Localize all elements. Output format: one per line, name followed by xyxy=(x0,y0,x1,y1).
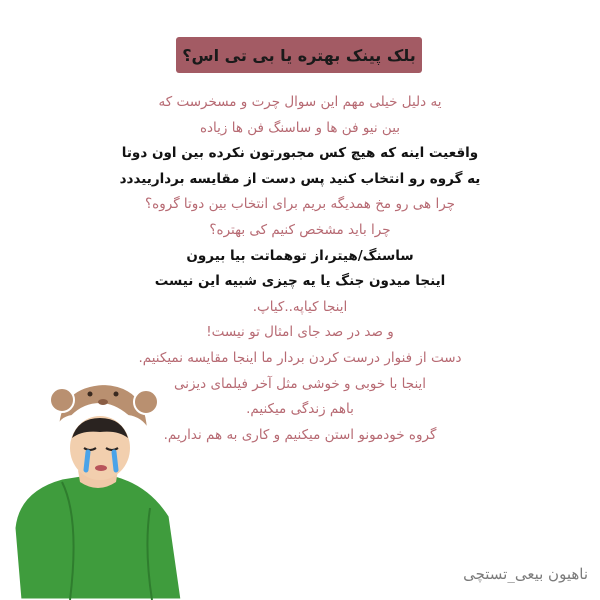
text-line: چرا هی رو مخ همدیگه بریم برای انتخاب بین دوتا گروه؟ xyxy=(144,196,455,213)
page-title: بلک پینک بهتره یا بی تی اس؟ xyxy=(182,45,416,65)
text-line: چرا باید مشخص کنیم کی بهتره؟ xyxy=(209,221,391,238)
text-line: گروه خودمونو استن میکنیم و کاری به هم نداریم. xyxy=(163,426,437,443)
text-line: اینجا میدون جنگ یا یه چیزی شبیه این نیست xyxy=(154,273,446,290)
text-line: اینجا کیاپه..کیاپ. xyxy=(252,298,348,315)
text-line: یه گروه رو انتخاب کنید پس دست از مقایسه بردارییددد xyxy=(119,170,481,187)
author-signature: ناهیون بیعی_تستچی xyxy=(463,565,588,583)
text-line: بین نیو فن ها و ساسنگ فن ها زیاده xyxy=(199,119,401,136)
text-line: اینجا با خوبی و خوشی مثل آخر فیلمای دیزنی xyxy=(173,375,427,392)
text-line: یه دلیل خیلی مهم این سوال چرت و مسخرست که xyxy=(158,94,442,110)
text-line: دست از فنوار درست کردن بردار ما اینجا مقایسه نمیکنیم. xyxy=(138,349,462,366)
crying-kid-sticker-icon xyxy=(0,378,200,600)
text-line: و صد در صد جای امثال تو نیست! xyxy=(206,324,394,341)
text-line: باهم زندگی میکنیم. xyxy=(246,401,354,418)
title-box xyxy=(176,37,422,73)
text-line: واقعیت اینه که هیچ کس مجبورتون نکرده بین اون دوتا xyxy=(121,145,479,162)
text-line: ساسنگ/هیتر،از توهماتت بیا بیرون xyxy=(186,247,414,264)
